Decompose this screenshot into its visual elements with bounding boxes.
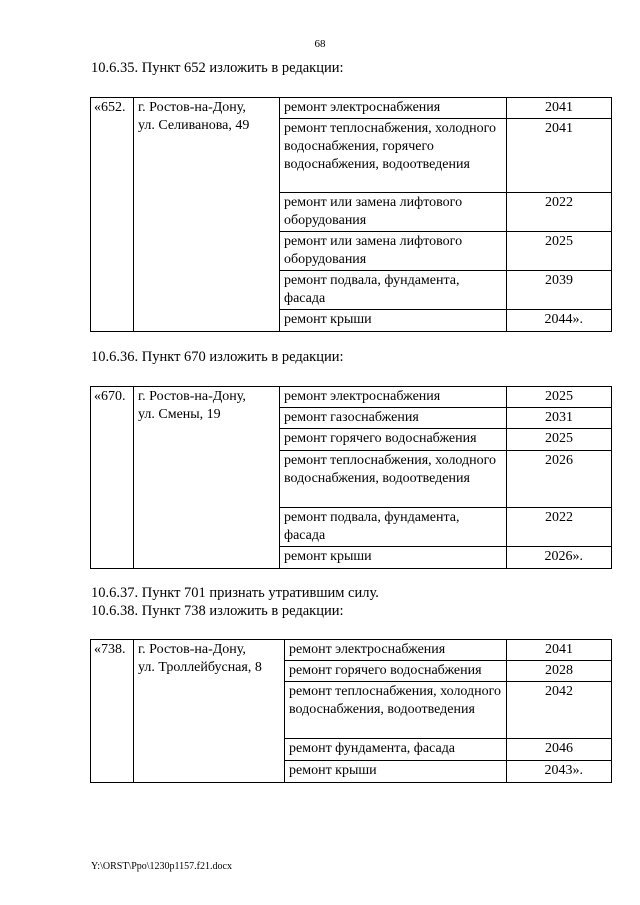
year-cell: 2026». [507, 547, 612, 569]
year-cell: 2046 [507, 739, 612, 761]
work-type-cell: ремонт крыши [280, 547, 507, 569]
year-cell: 2042 [507, 682, 612, 739]
entry-number: «670. [91, 387, 134, 569]
page-number: 68 [314, 38, 326, 50]
year-cell: 2041 [507, 119, 612, 193]
work-type-cell: ремонт электроснабжения [285, 640, 507, 661]
work-type-cell: ремонт или замена лифтового оборудования [280, 232, 507, 271]
section-heading: 10.6.35. Пункт 652 изложить в редакции: [91, 60, 344, 76]
work-type-cell: ремонт горячего водоснабжения [280, 429, 507, 451]
work-type-cell: ремонт крыши [280, 310, 507, 332]
year-cell: 2028 [507, 661, 612, 682]
amendment-table [90, 639, 612, 783]
section-heading: 10.6.36. Пункт 670 изложить в редакции: [91, 349, 344, 365]
year-cell: 2022 [507, 193, 612, 232]
year-cell: 2022 [507, 508, 612, 547]
address-line: ул. Смены, 19 [138, 407, 221, 422]
address-line: г. Ростов-на-Дону, [138, 100, 246, 115]
entry-address [134, 640, 285, 783]
entry-address [134, 387, 280, 569]
work-type-cell: ремонт теплоснабжения, холодного водоснабжения, горячего водоснабжения, водоотведения [280, 119, 507, 193]
entry-address [134, 98, 280, 332]
work-type-cell: ремонт фундамента, фасада [285, 739, 507, 761]
year-cell: 2025 [507, 429, 612, 451]
year-cell: 2043». [507, 761, 612, 783]
footer-file-path: Y:\ORST\Ppo\1230p1157.f21.docx [91, 861, 232, 872]
entry-number: «652. [91, 98, 134, 332]
work-type-cell: ремонт электроснабжения [280, 98, 507, 119]
work-type-cell: ремонт теплоснабжения, холодного водоснабжения, водоотведения [280, 451, 507, 508]
year-cell: 2044». [507, 310, 612, 332]
amendment-table [90, 386, 612, 569]
address-line: г. Ростов-на-Дону, [138, 642, 246, 657]
amendment-table [90, 97, 612, 332]
section-heading: 10.6.38. Пункт 738 изложить в редакции: [91, 603, 344, 619]
entry-number: «738. [91, 640, 134, 783]
year-cell: 2025 [507, 387, 612, 408]
year-cell: 2031 [507, 408, 612, 429]
year-cell: 2025 [507, 232, 612, 271]
work-type-cell: ремонт крыши [285, 761, 507, 783]
section-heading: 10.6.37. Пункт 701 признать утратившим силу. [91, 585, 379, 601]
address-line: ул. Селиванова, 49 [138, 118, 250, 133]
year-cell: 2041 [507, 98, 612, 119]
work-type-cell: ремонт подвала, фундамента, фасада [280, 271, 507, 310]
work-type-cell: ремонт газоснабжения [280, 408, 507, 429]
address-line: г. Ростов-на-Дону, [138, 389, 246, 404]
work-type-cell: ремонт подвала, фундамента, фасада [280, 508, 507, 547]
year-cell: 2041 [507, 640, 612, 661]
year-cell: 2039 [507, 271, 612, 310]
year-cell: 2026 [507, 451, 612, 508]
work-type-cell: ремонт теплоснабжения, холодного водоснабжения, водоотведения [285, 682, 507, 739]
work-type-cell: ремонт или замена лифтового оборудования [280, 193, 507, 232]
work-type-cell: ремонт горячего водоснабжения [285, 661, 507, 682]
work-type-cell: ремонт электроснабжения [280, 387, 507, 408]
address-line: ул. Троллейбусная, 8 [138, 660, 262, 675]
